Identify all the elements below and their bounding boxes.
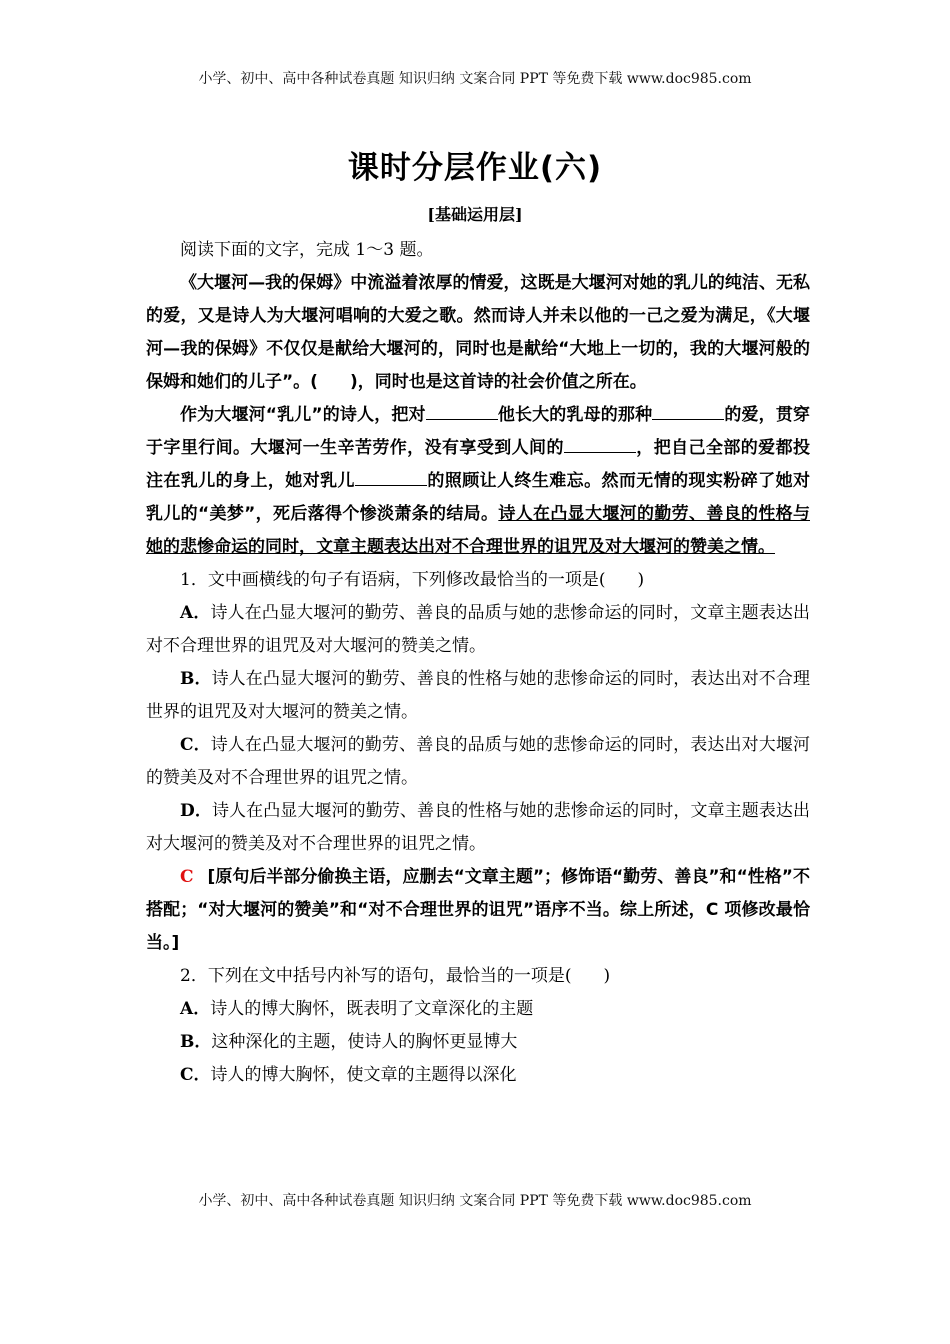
passage-p2-part-d: ，把自己全部的爱都投注在乳儿的身上，她对乳儿 <box>146 438 811 491</box>
page-footer: 小学、初中、高中各种试卷真题 知识归纳 文案合同 PPT 等免费下载 www.doc985.com <box>198 1193 752 1209</box>
option-label: D． <box>180 801 212 821</box>
passage-p2-part-e: 的照顾让人终生难忘。然而无情的现实粉碎了她对乳儿的“美梦”，死后落得个惨淡萧条的结局。 <box>146 471 811 524</box>
section-label: [基础运用层] <box>427 205 523 224</box>
fill-blank-1 <box>426 405 498 420</box>
passage-paragraph-1 <box>146 267 810 399</box>
page-title: 课时分层作业(六) <box>347 150 603 186</box>
question-1-option-a <box>146 597 810 663</box>
passage-p2-part-b: 他长大的乳母的那种 <box>497 405 653 425</box>
option-text: 诗人的博大胸怀，使文章的主题得以深化 <box>210 1065 517 1085</box>
option-label: B． <box>180 669 212 689</box>
question-1-option-b <box>146 663 810 729</box>
answer-explanation: [原句后半部分偷换主语，应删去“文章主题”；修饰语“勤劳、善良”和“性格”不搭配；“对大堰河的赞美”和“对不合理世界的诅咒”语序不当。综上所述，C 项修改最恰当。] <box>146 867 810 953</box>
question-2-text: 2．下列在文中括号内补写的语句，最恰当的一项是( <box>180 966 572 986</box>
option-text: 诗人的博大胸怀，既表明了文章深化的主题 <box>210 999 534 1019</box>
question-1-option-c <box>146 729 810 795</box>
passage-p2-part-c: 的爱，贯穿于字里行间。大堰河一生辛苦劳作，没有享受到人间的 <box>146 405 810 458</box>
passage-p1-part-b: )，同时也是这首诗的社会价值之所在。 <box>349 372 647 392</box>
option-label: A． <box>180 603 211 623</box>
passage-p1-part-a: 《大堰河—我的保姆》中流溢着浓厚的情爱，这既是大堰河对她的乳儿的纯洁、无私的爱，又是诗人为大堰河唱响的大爱之歌。然而诗人并未以他的一己之爱为满足，《大堰河—我的保姆》不仅仅是献给大堰河的，同时也是献给“大地上一切的，我的大堰河般的保姆和她们的儿子”。( <box>146 273 810 392</box>
document-body <box>146 234 810 1092</box>
question-1-paren-close: ) <box>637 570 645 590</box>
fill-blank-2 <box>652 405 724 420</box>
question-1-text: 1．文中画横线的句子有语病，下列修改最恰当的一项是( <box>180 570 606 590</box>
option-text: 诗人在凸显大堰河的勤劳、善良的品质与她的悲惨命运的同时，表达出对大堰河的赞美及对不合理世界的诅咒之情。 <box>146 735 811 788</box>
question-1-stem <box>146 564 810 597</box>
question-2-option-a <box>146 993 810 1026</box>
question-2-option-b <box>146 1026 810 1059</box>
intro-text: 阅读下面的文字，完成 1～3 题。 <box>180 240 434 260</box>
option-text: 诗人在凸显大堰河的勤劳、善良的品质与她的悲惨命运的同时，文章主题表达出对不合理世界的诅咒及对大堰河的赞美之情。 <box>146 603 810 656</box>
option-label: C． <box>180 735 211 755</box>
question-1-option-d <box>146 795 810 861</box>
underlined-sentence: 诗人在凸显大堰河的勤劳、善良的性格与她的悲惨命运的同时，文章主题表达出对不合理世界的诅咒及对大堰河的赞美之情。 <box>146 504 810 557</box>
fill-blank-4 <box>355 471 427 486</box>
option-label: A． <box>180 999 211 1019</box>
option-label: C． <box>180 1065 211 1085</box>
passage-paragraph-2 <box>146 399 810 564</box>
question-2-stem <box>146 960 810 993</box>
fill-blank-3 <box>564 438 636 453</box>
option-text: 诗人在凸显大堰河的勤劳、善良的性格与她的悲惨命运的同时，文章主题表达出对大堰河的赞美及对不合理世界的诅咒之情。 <box>146 801 811 854</box>
answer-letter: C <box>180 867 194 887</box>
question-2-option-c <box>146 1059 810 1092</box>
option-label: B． <box>180 1032 212 1052</box>
question-2-paren-close: ) <box>603 966 611 986</box>
question-1-answer <box>146 861 810 960</box>
passage-p2-part-a: 作为大堰河“乳儿”的诗人，把对 <box>180 405 426 425</box>
option-text: 这种深化的主题，使诗人的胸怀更显博大 <box>211 1032 518 1052</box>
page-header: 小学、初中、高中各种试卷真题 知识归纳 文案合同 PPT 等免费下载 www.doc985.com <box>198 71 752 87</box>
option-text: 诗人在凸显大堰河的勤劳、善良的性格与她的悲惨命运的同时，表达出对不合理世界的诅咒及对大堰河的赞美之情。 <box>146 669 811 722</box>
